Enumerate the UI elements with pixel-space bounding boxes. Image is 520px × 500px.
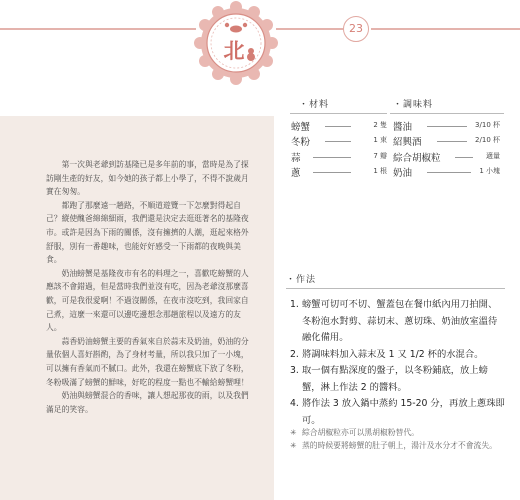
ingredient-name: 螃蟹 — [291, 122, 311, 133]
step-item — [290, 363, 505, 396]
materials-list — [291, 119, 387, 181]
step-text: 將作法 3 放入鍋中蒸約 15-20 分，再放上蔥珠即可。 — [302, 398, 505, 426]
seasoning-name: 醬油 — [393, 122, 413, 133]
seasoning-name: 紹興酒 — [393, 137, 422, 149]
note-item — [290, 439, 505, 452]
step-number: 2. — [290, 348, 299, 360]
bullet-dot-icon: ・ — [393, 100, 404, 110]
step-number: 1. — [290, 299, 299, 310]
step-item — [290, 297, 505, 347]
leader-line — [455, 157, 473, 158]
ingredient-name: 蒜 — [291, 152, 301, 164]
story-paragraph: 蒜香奶油螃蟹主要的香氣來自於蒜末及奶油，奶油的分量依個人喜好斟酌，為了身材考量，所以我只加了一小塊，可以擁有香氣而不膩口。此外，我還在螃蟹底下放了冬粉，冬粉吸滿了螃蟹的鮮味，好吃的程度一點也不輸給螃蟹哩！ — [46, 336, 249, 387]
list-item — [393, 134, 500, 149]
story-paragraph: 奶油與螃蟹混合的香味，讓人想起那夜的雨，以及我們滿足的笑容。 — [46, 391, 249, 414]
list-item — [291, 150, 387, 165]
ingredient-name: 蔥 — [291, 168, 301, 180]
leader-line — [437, 141, 467, 142]
seasoning-name: 奶油 — [393, 168, 413, 180]
list-item — [393, 150, 500, 165]
asterisk-icon: ✳ — [290, 441, 297, 450]
step-number: 4. — [290, 398, 299, 409]
method-rule — [286, 288, 505, 289]
list-item — [291, 134, 387, 149]
seasoning-amount: 3/10 杯 — [475, 121, 500, 129]
leader-line — [427, 126, 467, 127]
step-text: 螃蟹可切可不切、蟹蓋包在餐巾紙內用刀拍開、冬粉泡水對剪、蒜切末、蔥切珠、奶油放室溫待融化備用。 — [302, 299, 498, 343]
header-rule-right — [371, 28, 520, 30]
step-item — [290, 396, 505, 429]
seasoning-rule — [390, 113, 504, 114]
seasoning-name: 綜合胡椒粒 — [393, 152, 441, 164]
seasoning-amount: 適量 — [486, 151, 500, 160]
bullet-dot-icon: ・ — [299, 100, 310, 110]
method-steps — [290, 297, 505, 429]
step-item — [290, 347, 505, 364]
story-text — [46, 158, 252, 416]
materials-heading-label: 材料 — [309, 100, 330, 110]
page-number: 23 — [343, 16, 369, 42]
tips-notes — [290, 426, 505, 452]
ingredient-amount: 7 瓣 — [373, 151, 387, 160]
materials-rule — [290, 113, 387, 114]
ingredient-amount: 2 隻 — [373, 121, 387, 129]
step-number: 3. — [290, 365, 299, 376]
note-text: 綜合胡椒粒亦可以黑胡椒粉替代。 — [302, 428, 419, 437]
note-text: 蒸的時候要將螃蟹的肚子朝上，湯汁及水分才不會流失。 — [302, 441, 497, 450]
story-paragraph: 奶油螃蟹是基隆夜市有名的料理之一，喜歡吃螃蟹的人應該不會錯過，但是當時我們並沒有吃，因為老爺沒那麼喜歡，可是我很愛啊！不過沒關係，在夜市沒吃到，我回家自己煮，這麼一來還可以邊吃邊想念那趟旅程以及遠方的友人。 — [46, 268, 249, 333]
seasoning-amount: 1 小塊 — [479, 167, 500, 176]
list-item — [291, 119, 387, 134]
method-heading — [286, 272, 316, 285]
materials-heading — [299, 97, 329, 110]
city-seal-emblem — [193, 0, 279, 86]
step-text: 取一個有點深度的盤子，以冬粉鋪底，放上螃蟹，淋上作法 2 的醬料。 — [302, 365, 488, 393]
header-rule-left — [0, 28, 196, 30]
bullet-dot-icon: ・ — [286, 275, 297, 285]
step-text: 將調味料加入蒜末及 1 又 1/2 杯的水混合。 — [302, 348, 484, 360]
leader-line — [325, 126, 351, 127]
note-item — [290, 426, 505, 439]
leader-line — [325, 141, 351, 142]
leader-line — [427, 172, 471, 173]
method-heading-label: 作法 — [296, 275, 317, 285]
seasoning-amount: 2/10 杯 — [475, 136, 500, 145]
leader-line — [313, 157, 351, 158]
ingredient-name: 冬粉 — [291, 137, 311, 149]
list-item — [393, 165, 500, 180]
header-rule-mid — [276, 28, 343, 30]
seal-character: 北 — [223, 39, 245, 63]
seasoning-list — [393, 119, 500, 181]
asterisk-icon: ✳ — [290, 428, 297, 437]
list-item — [291, 165, 387, 180]
ingredient-amount: 1 束 — [373, 136, 387, 145]
list-item — [393, 119, 500, 134]
leader-line — [313, 172, 351, 173]
ingredient-amount: 1 根 — [373, 167, 387, 176]
story-paragraph: 都跑了那麼遠一趟路，不順道遊覽一下怎麼對得起自己？縱使醜爸綿綿細雨，我們還是決定去逛逛著名的基隆夜市。或許是因為下雨的關係，沒有擁擠的人潮，逛起來格外舒服，別有一番趣味，也能好好感受一下雨都的夜晚與美食。 — [46, 200, 249, 265]
seasoning-heading-label: 調味料 — [403, 100, 434, 110]
gourd-icon — [247, 48, 255, 61]
story-paragraph: 第一次與老爺到訪基隆已是多年前的事，當時是為了探訪剛生產的好友，如今她的孩子都上小學了，不得不說歲月實在匆匆。 — [46, 160, 249, 197]
seasoning-heading — [393, 97, 433, 110]
